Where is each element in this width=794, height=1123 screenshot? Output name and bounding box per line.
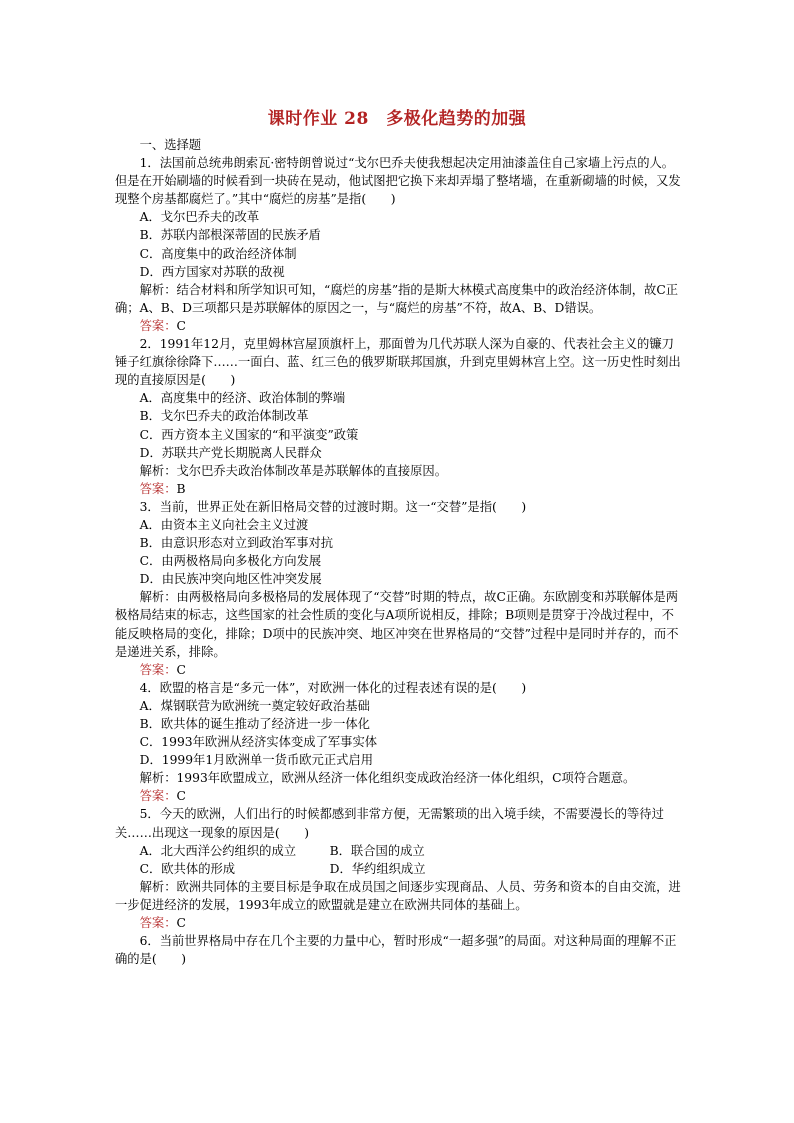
question-stem: 3．当前，世界正处在新旧格局交替的过渡时期。这一“交替”是指( ) xyxy=(139,499,527,514)
option-b: B．由意识形态对立到政治军事对抗 xyxy=(139,536,334,551)
analysis-text: 解析：由两极格局向多极格局的发展体现了“交替”时期的特点，故C正确。东欧剧变和苏联解体是两极格局结束的标志，这些国家的社会性质的变化与A项所说相反，排除；B项则是贯穿于冷战过程中，不能反映格局的变化，排除；D项中的民族冲突、地区冲突在世界格局的“交替”过程中是同时并存的，而不是递进关系，排除。 xyxy=(115,590,679,659)
answer-label: 答案： xyxy=(139,481,177,496)
answer-line xyxy=(115,480,683,498)
answer-value: B xyxy=(176,481,186,496)
analysis-text: 解析：1993年欧盟成立，欧洲从经济一体化组织变成政治经济一体化组织，C项符合题意。 xyxy=(139,771,636,786)
option-d: D．华约组织成立 xyxy=(329,861,426,876)
answer-line xyxy=(115,317,683,335)
question-stem: 6．当前世界格局中存在几个主要的力量中心，暂时形成“一超多强”的局面。对这种局面的理解不正确的是( ) xyxy=(115,934,677,967)
answer-value: C xyxy=(176,318,186,333)
option-d: D．1999年1月欧洲单一货币欧元正式启用 xyxy=(139,753,374,768)
answer-line xyxy=(115,914,683,932)
option-b: B．欧共体的诞生推动了经济进一步一体化 xyxy=(139,717,370,731)
section-heading: 一、选择题 xyxy=(139,138,202,152)
option-b: B．联合国的成立 xyxy=(329,843,425,858)
option-c: C．由两极格局向多极化方向发展 xyxy=(139,554,322,569)
option-c: C．西方资本主义国家的“和平演变”政策 xyxy=(139,427,359,442)
analysis-text: 解析：结合材料和所学知识可知，“腐烂的房基”指的是斯大林模式高度集中的政治经济体制，故C正确；A、B、D三项都只是苏联解体的原因之一，与“腐烂的房基”不符，故A、B、D错误。 xyxy=(115,282,679,315)
option-c: C．欧共体的形成 xyxy=(139,861,236,876)
option-b: B．苏联内部根深蒂固的民族矛盾 xyxy=(139,228,321,243)
option-d: D．西方国家对苏联的敌视 xyxy=(139,264,285,279)
option-d: D．由民族冲突向地区性冲突发展 xyxy=(139,572,322,587)
answer-label: 答案： xyxy=(139,789,177,804)
page-title: 课时作业 28 多极化趋势的加强 xyxy=(267,109,527,129)
question-stem: 4．欧盟的格言是“多元一体”，对欧洲一体化的过程表述有误的是( ) xyxy=(139,680,527,695)
analysis-text: 解析：戈尔巴乔夫政治体制改革是苏联解体的直接原因。 xyxy=(139,463,448,478)
answer-value: C xyxy=(176,916,186,931)
option-c: C．1993年欧洲从经济实体变成了军事实体 xyxy=(139,735,378,750)
answer-label: 答案： xyxy=(139,916,177,931)
option-c: C．高度集中的政治经济体制 xyxy=(139,246,297,261)
answer-label: 答案： xyxy=(139,662,177,677)
option-a: A．煤钢联营为欧洲统一奠定较好政治基础 xyxy=(139,698,370,713)
option-b: B．戈尔巴乔夫的政治体制改革 xyxy=(139,409,309,424)
answer-value: C xyxy=(176,662,186,677)
answer-line xyxy=(115,661,683,679)
option-a: A．由资本主义向社会主义过渡 xyxy=(139,517,309,532)
question-stem: 1．法国前总统弗朗索瓦·密特朗曾说过“戈尔巴乔夫使我想起决定用油漆盖住自己家墙上污点的人。但是在开始刷墙的时候看到一块砖在晃动，他试图把它换下来却弄塌了整堵墙，在重新砌墙的时候，又发现整个房基都腐烂了。”其中“腐烂的房基”是指( ) xyxy=(115,156,681,207)
analysis-text: 解析：欧洲共同体的主要目标是争取在成员国之间逐步实现商品、人员、劳务和资本的自由交流，进一步促进经济的发展，1993年成立的欧盟就是建立在欧洲共同体的基础上。 xyxy=(115,879,681,912)
document-body xyxy=(115,136,683,968)
question-stem: 2．1991年12月，克里姆林宫屋顶旗杆上，那面曾为几代苏联人深为自豪的、代表社会主义的镰刀锤子红旗徐徐降下……一面白、蓝、红三色的俄罗斯联邦国旗，升到克里姆林宫上空。这一历史性时刻出现的直接原因是( ) xyxy=(115,337,681,388)
option-row xyxy=(115,842,683,860)
answer-label: 答案： xyxy=(139,318,177,333)
answer-line xyxy=(115,787,683,805)
option-a: A．北大西洋公约组织的成立 xyxy=(139,843,297,858)
option-d: D．苏联共产党长期脱离人民群众 xyxy=(139,445,322,460)
option-row xyxy=(115,860,683,878)
option-a: A．戈尔巴乔夫的改革 xyxy=(139,210,260,225)
option-a: A．高度集中的经济、政治体制的弊端 xyxy=(139,391,346,406)
answer-value: C xyxy=(176,789,186,804)
question-stem: 5．今天的欧洲，人们出行的时候都感到非常方便，无需繁琐的出入境手续，不需要漫长的等待过关……出现这一现象的原因是( ) xyxy=(115,807,664,840)
